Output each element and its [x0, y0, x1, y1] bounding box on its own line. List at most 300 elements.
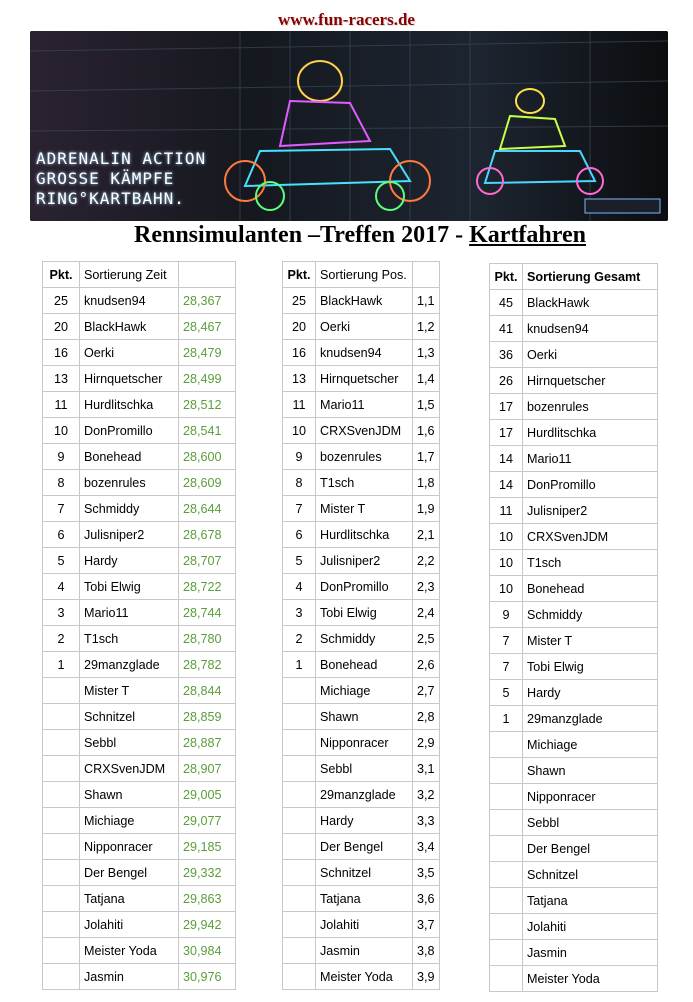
cell-value: 3,1	[413, 756, 440, 782]
table-row	[43, 548, 236, 574]
cell-name: Hurdlitschka	[80, 392, 179, 418]
table-row	[490, 680, 658, 706]
cell-name: Der Bengel	[80, 860, 179, 886]
cell-points: 1	[43, 652, 80, 678]
title-underlined: Kartfahren	[469, 222, 586, 248]
cell-points	[283, 912, 316, 938]
cell-name: Meister Yoda	[523, 966, 658, 992]
cell-value: 2,8	[413, 704, 440, 730]
banner-slogan	[36, 149, 206, 209]
cell-points: 5	[283, 548, 316, 574]
cell-points	[43, 938, 80, 964]
cell-name: Bonehead	[316, 652, 413, 678]
table-row	[43, 704, 236, 730]
cell-name: Shawn	[80, 782, 179, 808]
cell-value: 2,2	[413, 548, 440, 574]
cell-name: CRXSvenJDM	[523, 524, 658, 550]
cell-name: Mister T	[80, 678, 179, 704]
col-header-points: Pkt.	[490, 264, 523, 290]
cell-name: bozenrules	[523, 394, 658, 420]
table-row	[490, 446, 658, 472]
cell-value: 1,8	[413, 470, 440, 496]
table-row	[43, 834, 236, 860]
cell-value: 28,512	[179, 392, 236, 418]
cell-name: Meister Yoda	[80, 938, 179, 964]
cell-value: 28,859	[179, 704, 236, 730]
cell-points: 25	[43, 288, 80, 314]
cell-value: 28,499	[179, 366, 236, 392]
cell-name: BlackHawk	[80, 314, 179, 340]
cell-points	[43, 678, 80, 704]
table-row	[490, 940, 658, 966]
cell-points: 6	[43, 522, 80, 548]
cell-points: 45	[490, 290, 523, 316]
cell-points	[283, 860, 316, 886]
cell-points	[43, 964, 80, 990]
cell-points	[283, 782, 316, 808]
table-row	[283, 626, 440, 652]
table-row	[490, 602, 658, 628]
cell-points: 6	[283, 522, 316, 548]
cell-name: Jasmin	[80, 964, 179, 990]
cell-points	[490, 862, 523, 888]
table-row	[283, 938, 440, 964]
table-row	[43, 652, 236, 678]
cell-name: Hurdlitschka	[316, 522, 413, 548]
cell-points: 10	[490, 576, 523, 602]
table-row	[43, 678, 236, 704]
col-header-points: Pkt.	[43, 262, 80, 288]
cell-name: Michiage	[80, 808, 179, 834]
site-url[interactable]: www.fun-racers.de	[278, 10, 415, 29]
cell-points	[283, 938, 316, 964]
cell-name: 29manzglade	[316, 782, 413, 808]
table-row	[283, 860, 440, 886]
table-row	[283, 366, 440, 392]
cell-points: 9	[283, 444, 316, 470]
cell-name: DonPromillo	[316, 574, 413, 600]
cell-points	[490, 784, 523, 810]
cell-value: 1,6	[413, 418, 440, 444]
cell-name: Sebbl	[523, 810, 658, 836]
table-row	[283, 730, 440, 756]
table-row	[283, 418, 440, 444]
cell-points	[43, 756, 80, 782]
cell-value: 29,863	[179, 886, 236, 912]
cell-points: 7	[490, 628, 523, 654]
cell-value: 2,6	[413, 652, 440, 678]
cell-points	[43, 730, 80, 756]
cell-points	[490, 732, 523, 758]
cell-points: 17	[490, 420, 523, 446]
cell-value: 2,1	[413, 522, 440, 548]
table-row	[283, 652, 440, 678]
table-row	[43, 574, 236, 600]
table-row	[43, 314, 236, 340]
cell-name: Schnitzel	[316, 860, 413, 886]
cell-points: 3	[43, 600, 80, 626]
table-row	[490, 420, 658, 446]
cell-points: 14	[490, 472, 523, 498]
cell-points	[43, 912, 80, 938]
cell-points	[490, 888, 523, 914]
cell-name: Schmiddy	[523, 602, 658, 628]
cell-points: 10	[283, 418, 316, 444]
cell-name: Schmiddy	[80, 496, 179, 522]
cell-name: 29manzglade	[523, 706, 658, 732]
cell-name: DonPromillo	[523, 472, 658, 498]
cell-points	[283, 730, 316, 756]
cell-points: 5	[490, 680, 523, 706]
kart-banner-image	[30, 31, 668, 221]
cell-points: 9	[43, 444, 80, 470]
cell-name: BlackHawk	[316, 288, 413, 314]
cell-value: 3,5	[413, 860, 440, 886]
cell-name: Nipponracer	[523, 784, 658, 810]
table-row	[283, 444, 440, 470]
cell-points: 8	[283, 470, 316, 496]
table-row	[283, 548, 440, 574]
cell-value: 28,782	[179, 652, 236, 678]
cell-value: 30,976	[179, 964, 236, 990]
cell-points	[283, 704, 316, 730]
col-header-value	[413, 262, 440, 288]
cell-points: 16	[283, 340, 316, 366]
cell-points	[490, 940, 523, 966]
slogan-line: ADRENALIN ACTION	[36, 149, 207, 168]
cell-name: Julisniper2	[316, 548, 413, 574]
cell-name: Schnitzel	[80, 704, 179, 730]
table-row	[490, 966, 658, 992]
cell-points: 7	[283, 496, 316, 522]
cell-points: 26	[490, 368, 523, 394]
cell-points	[283, 756, 316, 782]
table-row	[43, 522, 236, 548]
cell-value: 3,4	[413, 834, 440, 860]
cell-points: 13	[283, 366, 316, 392]
cell-points: 36	[490, 342, 523, 368]
cell-name: Tobi Elwig	[523, 654, 658, 680]
table-row	[283, 340, 440, 366]
cell-name: Sebbl	[316, 756, 413, 782]
table-row	[283, 704, 440, 730]
cell-name: Nipponracer	[80, 834, 179, 860]
table-row	[283, 834, 440, 860]
cell-name: CRXSvenJDM	[80, 756, 179, 782]
table-row	[43, 886, 236, 912]
table-row	[490, 888, 658, 914]
cell-points: 10	[490, 524, 523, 550]
cell-value: 28,479	[179, 340, 236, 366]
col-header-name: Sortierung Zeit	[80, 262, 179, 288]
table-row	[490, 758, 658, 784]
cell-name: Sebbl	[80, 730, 179, 756]
cell-points: 7	[490, 654, 523, 680]
cell-points: 20	[43, 314, 80, 340]
table-row	[43, 418, 236, 444]
cell-name: Hurdlitschka	[523, 420, 658, 446]
cell-value: 28,600	[179, 444, 236, 470]
table-row	[490, 784, 658, 810]
table-row	[490, 368, 658, 394]
table-row	[490, 862, 658, 888]
cell-points: 2	[283, 626, 316, 652]
cell-value: 2,5	[413, 626, 440, 652]
cell-name: Shawn	[316, 704, 413, 730]
cell-name: Schnitzel	[523, 862, 658, 888]
cell-value: 3,8	[413, 938, 440, 964]
cell-value: 3,3	[413, 808, 440, 834]
cell-value: 29,942	[179, 912, 236, 938]
cell-value: 28,907	[179, 756, 236, 782]
cell-points	[283, 808, 316, 834]
table-row	[490, 342, 658, 368]
cell-value: 1,7	[413, 444, 440, 470]
cell-name: Michiage	[523, 732, 658, 758]
cell-name: Bonehead	[80, 444, 179, 470]
cell-name: bozenrules	[80, 470, 179, 496]
cell-points: 1	[283, 652, 316, 678]
cell-points: 4	[283, 574, 316, 600]
cell-name: T1sch	[80, 626, 179, 652]
table-row	[490, 836, 658, 862]
cell-value: 2,9	[413, 730, 440, 756]
cell-value: 28,722	[179, 574, 236, 600]
slogan-line: RING°KARTBAHN.	[36, 189, 185, 208]
cell-name: Der Bengel	[316, 834, 413, 860]
cell-name: knudsen94	[523, 316, 658, 342]
table-row	[283, 600, 440, 626]
cell-value: 3,9	[413, 964, 440, 990]
cell-name: Tatjana	[80, 886, 179, 912]
cell-points	[283, 964, 316, 990]
cell-name: Mister T	[523, 628, 658, 654]
cell-name: Hirnquetscher	[80, 366, 179, 392]
table-row	[43, 912, 236, 938]
table-row	[283, 678, 440, 704]
cell-points: 10	[43, 418, 80, 444]
cell-points	[43, 782, 80, 808]
cell-name: Julisniper2	[80, 522, 179, 548]
cell-points: 17	[490, 394, 523, 420]
cell-name: knudsen94	[316, 340, 413, 366]
cell-name: Tobi Elwig	[316, 600, 413, 626]
table-row	[283, 912, 440, 938]
table-row	[490, 498, 658, 524]
cell-points: 41	[490, 316, 523, 342]
cell-points	[490, 966, 523, 992]
cell-points: 11	[490, 498, 523, 524]
table-row	[43, 782, 236, 808]
cell-points	[283, 886, 316, 912]
cell-value: 2,3	[413, 574, 440, 600]
table-row	[283, 392, 440, 418]
cell-value: 28,644	[179, 496, 236, 522]
table-row	[43, 444, 236, 470]
cell-name: Jolahiti	[523, 914, 658, 940]
table-row	[43, 470, 236, 496]
table-row	[490, 732, 658, 758]
table-row	[283, 522, 440, 548]
table-row	[43, 730, 236, 756]
cell-name: Oerki	[80, 340, 179, 366]
cell-points	[490, 810, 523, 836]
cell-value: 1,5	[413, 392, 440, 418]
table-row	[490, 524, 658, 550]
cell-name: Jolahiti	[316, 912, 413, 938]
cell-value: 28,609	[179, 470, 236, 496]
col-header-points: Pkt.	[283, 262, 316, 288]
cell-name: Tatjana	[316, 886, 413, 912]
cell-points: 1	[490, 706, 523, 732]
cell-points: 14	[490, 446, 523, 472]
table-row	[43, 964, 236, 990]
cell-points	[490, 836, 523, 862]
cell-value: 2,7	[413, 678, 440, 704]
cell-name: Mario11	[316, 392, 413, 418]
table-row	[490, 472, 658, 498]
cell-name: Tatjana	[523, 888, 658, 914]
cell-name: Mario11	[523, 446, 658, 472]
table-sort-position	[282, 261, 440, 990]
cell-name: Michiage	[316, 678, 413, 704]
table-row	[283, 782, 440, 808]
cell-name: Schmiddy	[316, 626, 413, 652]
table-row	[43, 392, 236, 418]
cell-name: BlackHawk	[523, 290, 658, 316]
table-row	[283, 288, 440, 314]
cell-value: 3,6	[413, 886, 440, 912]
cell-value: 29,332	[179, 860, 236, 886]
cell-name: Hirnquetscher	[523, 368, 658, 394]
table-row	[43, 340, 236, 366]
cell-name: Oerki	[316, 314, 413, 340]
cell-name: Hirnquetscher	[316, 366, 413, 392]
table-row	[283, 470, 440, 496]
table-row	[283, 756, 440, 782]
cell-name: Tobi Elwig	[80, 574, 179, 600]
cell-value: 1,3	[413, 340, 440, 366]
cell-value: 2,4	[413, 600, 440, 626]
table-row	[490, 550, 658, 576]
cell-points	[43, 808, 80, 834]
table-row	[43, 938, 236, 964]
table-row	[490, 914, 658, 940]
cell-name: Shawn	[523, 758, 658, 784]
cell-name: Jasmin	[316, 938, 413, 964]
cell-value: 29,077	[179, 808, 236, 834]
table-row	[490, 628, 658, 654]
cell-name: T1sch	[523, 550, 658, 576]
table-row	[490, 394, 658, 420]
cell-name: Mister T	[316, 496, 413, 522]
table-row	[283, 886, 440, 912]
cell-value: 28,678	[179, 522, 236, 548]
cell-value: 29,005	[179, 782, 236, 808]
cell-value: 3,2	[413, 782, 440, 808]
table-row	[490, 706, 658, 732]
cell-value: 28,887	[179, 730, 236, 756]
cell-points: 20	[283, 314, 316, 340]
cell-value: 28,467	[179, 314, 236, 340]
cell-points: 16	[43, 340, 80, 366]
table-row	[43, 756, 236, 782]
table-row	[490, 290, 658, 316]
table-row	[43, 496, 236, 522]
cell-name: Mario11	[80, 600, 179, 626]
cell-name: Jasmin	[523, 940, 658, 966]
table-row	[43, 366, 236, 392]
cell-name: Hardy	[523, 680, 658, 706]
slogan-line: GROSSE KÄMPFE	[36, 169, 175, 188]
cell-value: 1,4	[413, 366, 440, 392]
table-row	[490, 810, 658, 836]
cell-points	[43, 886, 80, 912]
cell-name: DonPromillo	[80, 418, 179, 444]
cell-points: 4	[43, 574, 80, 600]
cell-value: 3,7	[413, 912, 440, 938]
cell-value: 28,744	[179, 600, 236, 626]
cell-name: Bonehead	[523, 576, 658, 602]
cell-points	[43, 860, 80, 886]
cell-value: 1,2	[413, 314, 440, 340]
cell-value: 28,541	[179, 418, 236, 444]
cell-points: 9	[490, 602, 523, 628]
cell-value: 1,1	[413, 288, 440, 314]
page-title	[0, 222, 693, 249]
cell-name: Jolahiti	[80, 912, 179, 938]
table-sort-time	[42, 261, 236, 990]
table-row	[43, 600, 236, 626]
cell-name: CRXSvenJDM	[316, 418, 413, 444]
cell-points	[43, 834, 80, 860]
col-header-name: Sortierung Pos.	[316, 262, 413, 288]
cell-value: 28,367	[179, 288, 236, 314]
col-header-value	[179, 262, 236, 288]
cell-name: Hardy	[80, 548, 179, 574]
cell-points: 11	[283, 392, 316, 418]
cell-name: bozenrules	[316, 444, 413, 470]
table-sort-total	[489, 263, 658, 992]
table-row	[43, 860, 236, 886]
cell-name: knudsen94	[80, 288, 179, 314]
cell-points	[490, 758, 523, 784]
table-row	[43, 626, 236, 652]
table-row	[490, 654, 658, 680]
table-row	[283, 314, 440, 340]
cell-points	[490, 914, 523, 940]
cell-name: Meister Yoda	[316, 964, 413, 990]
table-row	[283, 574, 440, 600]
cell-name: Nipponracer	[316, 730, 413, 756]
cell-name: Hardy	[316, 808, 413, 834]
cell-points: 10	[490, 550, 523, 576]
table-row	[283, 964, 440, 990]
cell-points	[283, 834, 316, 860]
cell-points: 3	[283, 600, 316, 626]
table-row	[43, 808, 236, 834]
table-row	[283, 808, 440, 834]
cell-value: 28,707	[179, 548, 236, 574]
cell-value: 28,844	[179, 678, 236, 704]
cell-name: T1sch	[316, 470, 413, 496]
cell-points	[43, 704, 80, 730]
cell-name: Der Bengel	[523, 836, 658, 862]
table-row	[490, 576, 658, 602]
cell-value: 1,9	[413, 496, 440, 522]
cell-points: 25	[283, 288, 316, 314]
cell-points: 5	[43, 548, 80, 574]
